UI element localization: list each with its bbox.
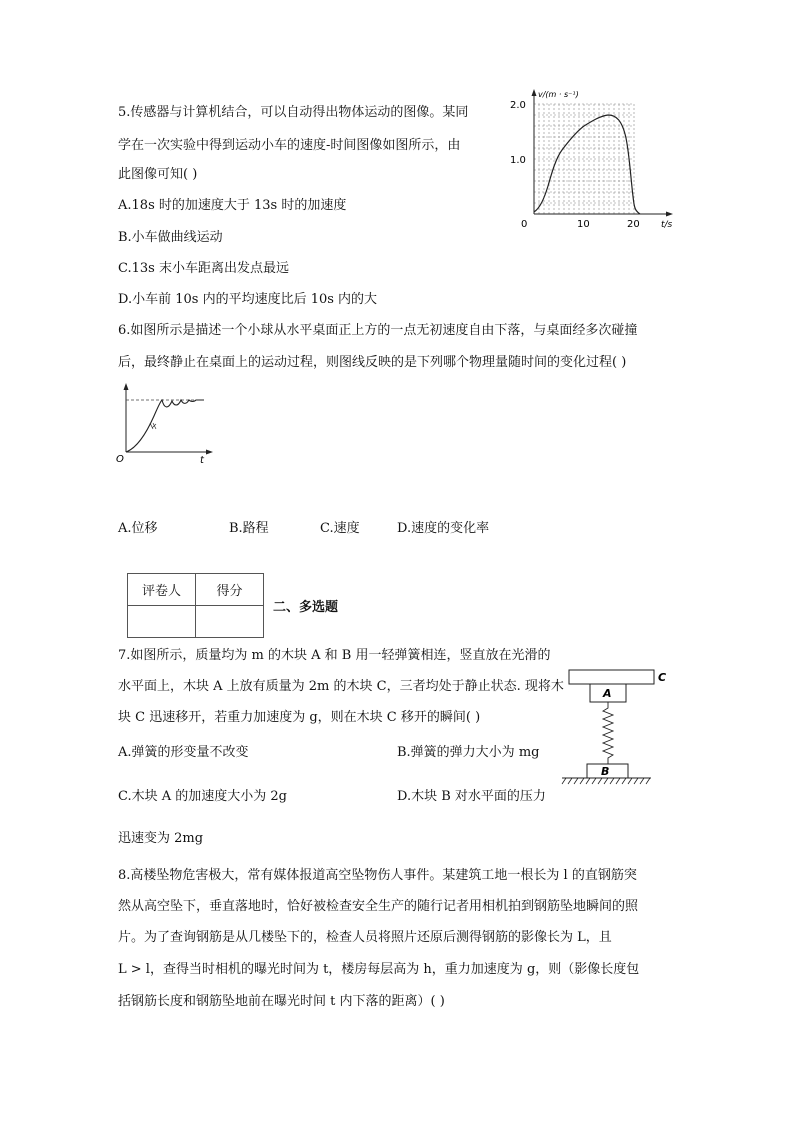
q6-option-c: C.速度 <box>320 521 360 536</box>
q7-text-line1: 7.如图所示，质量均为 m 的木块 A 和 B 用一轻弹簧相连，竖直放在光滑的 <box>118 648 551 663</box>
q7-text-line2: 水平面上，木块 A 上放有质量为 2m 的木块 C，三者均处于静止状态. 现将木 <box>118 679 564 694</box>
block-b-label: B <box>601 765 610 778</box>
q5-option-c: C.13s 末小车距离出发点最远 <box>118 261 289 276</box>
chart-xtick-0: 0 <box>521 219 528 230</box>
block-c <box>569 670 654 684</box>
q7-option-a: A.弹簧的形变量不改变 <box>118 745 249 760</box>
q6-text-line1: 6.如图所示是描述一个小球从水平桌面正上方的一点无初速度自由下落，与桌面经多次碰撞 <box>118 323 638 338</box>
chart-ylabel: v/(m · s⁻¹) <box>538 90 579 99</box>
q7-spring-figure <box>558 664 678 788</box>
q6-curve <box>126 400 204 452</box>
q5-text-line3: 此图像可知( ) <box>118 167 198 182</box>
q7-option-b: B.弹簧的弹力大小为 mg <box>397 745 540 760</box>
block-c-label: C <box>658 671 667 684</box>
q6-graph <box>112 380 217 466</box>
score-table-score-header: 得分 <box>196 574 264 606</box>
q5-velocity-time-chart <box>500 84 680 234</box>
q6-xlabel: t <box>200 455 204 466</box>
q7-option-d: D.木块 B 对水平面的压力 <box>397 789 546 804</box>
ground-hatch <box>562 778 650 784</box>
chart-xtick-10: 10 <box>577 219 590 230</box>
chart-xlabel: t/s <box>661 220 673 230</box>
q6-option-a: A.位移 <box>118 521 158 536</box>
chart-xtick-20: 20 <box>627 219 640 230</box>
section-title: 二、多选题 <box>273 600 339 615</box>
chart-ytick-1: 1.0 <box>510 155 526 166</box>
q5-option-b: B.小车做曲线运动 <box>118 230 223 245</box>
q5-text-line2: 学在一次实验中得到运动小车的速度-时间图像如图所示，由 <box>118 138 461 153</box>
score-table-reviewer-cell[interactable] <box>128 606 196 638</box>
q8-text-line4: L > l，查得当时相机的曝光时间为 t，楼房每层高为 h，重力加速度为 g，则（影像长度包 <box>118 962 640 977</box>
q6-option-b: B.路程 <box>229 521 269 536</box>
q5-text-line1: 5.传感器与计算机结合，可以自动得出物体运动的图像。某同 <box>118 105 469 120</box>
q8-text-line2: 然从高空坠下，垂直落地时，恰好被检查安全生产的随行记者用相机拍到钢筋坠地瞬间的照 <box>118 899 639 914</box>
block-a-label: A <box>603 687 612 700</box>
q5-option-d: D.小车前 10s 内的平均速度比后 10s 内的大 <box>118 292 378 307</box>
chart-ytick-2: 2.0 <box>510 100 526 111</box>
q8-text-line1: 8.高楼坠物危害极大，常有媒体报道高空坠物伤人事件。某建筑工地一根长为 l 的直钢筋突 <box>118 868 637 883</box>
q7-text-line3: 块 C 迅速移开，若重力加速度为 g，则在木块 C 移开的瞬间( ) <box>118 710 481 725</box>
q8-text-line3: 片。为了查询钢筋是从几楼坠下的，检查人员将照片还原后测得钢筋的影像长为 L，且 <box>118 930 612 945</box>
q6-origin-label: O <box>116 454 124 465</box>
score-table-reviewer-header: 评卷人 <box>128 574 196 606</box>
q6-curve-mark <box>150 423 156 429</box>
q6-option-d: D.速度的变化率 <box>397 521 490 536</box>
q6-text-line2: 后，最终静止在桌面上的运动过程，则图线反映的是下列哪个物理量随时间的变化过程( ) <box>118 355 627 370</box>
score-table <box>127 573 264 638</box>
q7-option-c: C.木块 A 的加速度大小为 2g <box>118 789 287 804</box>
q7-option-d-continued: 迅速变为 2mg <box>118 831 204 846</box>
score-table-score-cell[interactable] <box>196 606 264 638</box>
q5-option-a: A.18s 时的加速度大于 13s 时的加速度 <box>118 198 347 213</box>
spring <box>603 702 613 764</box>
q8-text-line5: 括钢筋长度和钢筋坠地前在曝光时间 t 内下落的距离）( ) <box>118 994 445 1009</box>
